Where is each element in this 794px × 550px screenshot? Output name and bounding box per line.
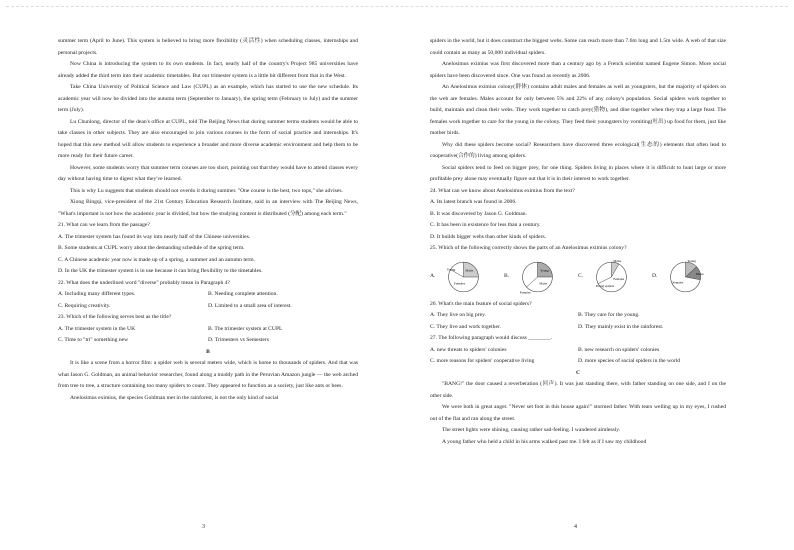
option: B. new research on spiders' colonies [578, 346, 660, 353]
option-row [430, 322, 726, 334]
paragraph: Lu Chunlong, director of the dean's office at CUPL, told The Beijing News that during summer terms students would be able to take classes in other subjects. They are also encouraged to join various courses in the form of social practice and internships. It's hoped that this new method will allow students to experience a broader and more diverse academic environment and help them to be more ready for their future career. [58, 118, 358, 159]
option: C. It has been in existence for less than a century. [430, 222, 541, 228]
option-row [430, 356, 726, 368]
paragraph: "BANG!" the door caused a reverberation (回声). It was just standing there, with father standing on one side, and I on the other side. [430, 381, 726, 399]
pie-label: Young [446, 266, 456, 271]
question-23: 23. Which of the following serves best as the title? [58, 314, 172, 320]
pie-chart-a [443, 258, 484, 296]
pie-label: Young [540, 267, 549, 272]
pie-label: Males [465, 267, 474, 272]
paragraph: Why did these spiders become social? Researchers have discovered three ecological(生态的) elements that often lead to cooperative(合作的) living among spiders. [430, 141, 726, 159]
option: C. A Chinese academic year now is made up of a spring, a summer and an autumn term. [58, 256, 255, 263]
option-row [430, 345, 726, 357]
option: D. In the UK the trimester system is in use because it can bring flexibility to the timetables. [58, 268, 263, 274]
option: D. more species of social spiders in the world [578, 358, 681, 364]
question-27: 27. The following paragraph would discuss ________. [430, 335, 553, 341]
paragraph: An Anelosimus eximius colony(群体) contains adult males and females as well as youngsters, but the majority of spiders on the web are females. Males account for only between 5% and 22% of any colony's population. Social spiders work together to build, maintain and clean their webs. They work together to catch prey(猎物), and dine together when they trap a large feast. The females work together to care for the young in the colony. They feed their youngsters by vomiting(吐出) up food for them, just like mother birds. [430, 84, 726, 136]
option-row [58, 301, 358, 313]
question-21: 21. What can we learn from the passage? [58, 222, 150, 228]
paragraph: summer term (April to June). This system is believed to bring more flexibility (灵活性) when scheduling classes, internships and personal projects. [58, 38, 358, 56]
option: C. They live and work together. [430, 323, 501, 330]
option-row [430, 310, 726, 322]
paragraph: The street lights were shining, causing rather sad-feeling. I wandered aimlessly. [442, 427, 621, 433]
paragraph: A young father who held a child in his arms walked past me. I felt as if I saw my childhood [442, 438, 647, 445]
option: D. Trimesters vs Semesters [208, 337, 269, 343]
left-page [58, 36, 358, 404]
paragraph: spiders in the world, but it does construct the biggest webs. Some can reach more than 7.6m long and 1.5m wide. A web of that size could contain as many as 50,000 individual spiders. [430, 38, 726, 56]
paragraph: Take China University of Political Science and Law (CUPL) as an example, which has started to use the new schedule. Its academic year will now be divided into the autumn term (September to January), the spring term (February to July) and the summer term (July). [58, 84, 358, 113]
pie-chart-d [665, 258, 706, 296]
pie-letter: B. [504, 272, 510, 279]
paragraph: This is why Lu suggests that students should not overdo it during summer. "One course is the best, two tops," she advises. [70, 187, 343, 194]
pie-label: Females [613, 276, 625, 281]
section-c-heading: C [575, 369, 581, 376]
pie-label: Males [539, 280, 548, 285]
pie-letter: A. [430, 272, 436, 279]
pie-label: Young [687, 258, 696, 263]
pie-label: Females [672, 280, 684, 285]
paragraph: Anelosimus eximius was first discovered more than a century ago by a French scientist named Eugene Simon. More social spiders have been discovered since. One was found as recently as 2006. [430, 61, 726, 79]
option: A. Its latest branch was found in 2006. [430, 199, 517, 205]
page-number: 4 [574, 524, 577, 530]
pie-label: Females [519, 290, 531, 295]
option: B. It was discovered by Jason G. Goldman. [430, 210, 527, 217]
question-25: 25. Which of the following correctly shows the parts of an Anelosimus eximius colony? [430, 245, 627, 251]
option: B. The trimester system at CUPL [208, 325, 283, 332]
paragraph: Anelosimus eximius, the species Goldman met in the rainforest, is not the only kind of social [70, 394, 279, 401]
option-row [58, 324, 358, 336]
paragraph: Xiong Bingqi, vice-president of the 21st Century Education Research Institute, said in an interview with The Beijing News, "What's important is not how the academic year is divided, but how the studying content is distributed (分配) among each term." [58, 199, 358, 217]
question-24: 24. What can we know about Anelosimus eximius from the text? [430, 187, 575, 194]
option: D. They mainly exist in the rainforest. [578, 323, 664, 330]
paragraph: However, some students worry that summer term courses are too short, pointing out that they would have to attend classes every day without having time to digest what they've learned. [58, 164, 358, 182]
question-22: 22. What does the underlined word "diverse" probably mean in Paragraph 4? [58, 279, 230, 286]
paragraph: Social spiders tend to feed on bigger prey, for one thing. Spiders living in places where it is difficult to hunt large or more profitable prey alone may eventually figure out that it is in their interest to work together. [430, 164, 726, 182]
option: B. Some students at CUPL worry about the demanding schedule of the spring term. [58, 245, 245, 251]
paragraph: We were both in great anger. "Never set foot in this house again!" stormed father. With tears welling up in my eyes, I rushed out of the flat and ran along the street. [430, 404, 726, 422]
option: B. They care for the young. [578, 312, 640, 318]
question-26: 26. What's the main feature of social spiders? [430, 300, 532, 307]
paragraph: Now China is introducing the system to its own students. In fact, nearly half of the country's Project 985 universities have already added the third term into their academic timetables. But our trimester system is a little bit different from that in the West. [58, 61, 358, 79]
right-page [430, 36, 726, 448]
option-row [58, 335, 358, 347]
pie-label: Females [454, 280, 466, 285]
paragraph: It is like a scene from a horror film: a spider web is several meters wide, which is home to thousands of spiders. And that was what Jason G. Goldman, an animal behavior researcher, found along a muddy path in the Peruvian Amazon jungle — the web arched from tree to tree, a structure containing too many spiders to count. They appeared to function as a society, just like ants or bees. [58, 360, 358, 389]
option: C. Time to "tri" something new [58, 337, 129, 343]
pie-label: Males [613, 258, 622, 263]
pie-letter: D. [652, 272, 658, 279]
option: C. Requiring creativity. [58, 302, 111, 309]
page-number: 3 [202, 524, 205, 530]
pie-label: Young spiders [595, 283, 615, 288]
option: A. new threats to spiders' colonies [430, 346, 507, 353]
pie-letter: C. [578, 272, 584, 279]
section-b-heading: B [206, 348, 210, 355]
option: A. The trimester system has found its way into nearly half of the Chinese universities. [58, 233, 251, 240]
pie-chart-c [591, 258, 632, 296]
option: A. The trimester system in the UK [58, 325, 136, 332]
option: D. It builds bigger webs than other kinds of spiders. [430, 233, 547, 240]
option: D. Limited to a small area of interest. [208, 302, 292, 309]
option-row [58, 289, 358, 301]
pie-label: Males [695, 271, 704, 276]
option: B. Needing complete attention. [208, 291, 278, 297]
option: C. more reasons for spiders' cooperative living [430, 358, 535, 364]
option: A. Including many different types. [58, 291, 136, 297]
pie-options [430, 257, 726, 297]
pie-chart-b [517, 258, 558, 296]
option: A. They live on big prey. [430, 312, 486, 318]
